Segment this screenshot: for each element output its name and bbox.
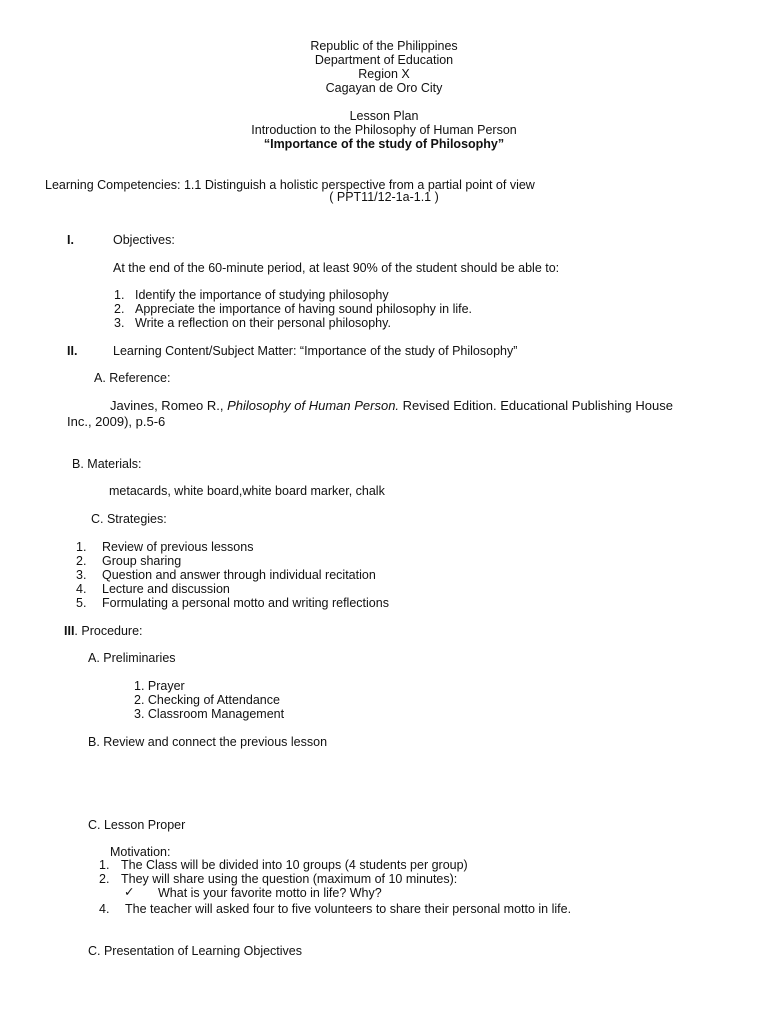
header-lesson-plan: Lesson Plan [349, 109, 419, 123]
section-heading-content: Learning Content/Subject Matter: “Importance of the study of Philosophy” [113, 344, 518, 358]
header-department: Department of Education [314, 53, 454, 67]
motivation-number: 2. [99, 872, 110, 886]
reference-book-title: Philosophy of Human Person. [227, 398, 400, 413]
section-heading-objectives: Objectives: [113, 233, 175, 247]
document-title: “Importance of the study of Philosophy” [263, 137, 505, 151]
section-heading-procedure [64, 624, 143, 638]
header-city: Cagayan de Oro City [325, 81, 443, 95]
procedure-label: . Procedure: [74, 624, 143, 638]
competency-code: ( PPT11/12-1a-1.1 ) [329, 190, 439, 204]
motivation-item: The teacher will asked four to five volunteers to share their personal motto in life. [125, 902, 572, 916]
reference-label: A. Reference: [94, 371, 171, 385]
header-republic: Republic of the Philippines [310, 39, 458, 53]
reference-publisher: Revised Edition. Educational Publishing House [402, 398, 673, 413]
header-course: Introduction to the Philosophy of Human Person [251, 123, 517, 137]
strategy-item: Question and answer through individual recitation [102, 568, 376, 582]
strategy-number: 4. [76, 582, 87, 596]
strategy-item: Lecture and discussion [102, 582, 230, 596]
preliminary-item: 1. Prayer [134, 679, 185, 693]
motivation-item: The Class will be divided into 10 groups (4 students per group) [121, 858, 468, 872]
motivation-item: They will share using the question (maximum of 10 minutes): [121, 872, 458, 886]
checkmark-icon: ✓ [124, 885, 135, 899]
strategy-item: Group sharing [102, 554, 182, 568]
reference-citation-cont: Inc., 2009), p.5-6 [67, 414, 166, 429]
preliminary-item: 2. Checking of Attendance [134, 693, 280, 707]
reference-author: Javines, Romeo R., [110, 398, 224, 413]
strategy-number: 5. [76, 596, 87, 610]
header-region: Region X [358, 67, 410, 81]
strategy-item: Review of previous lessons [102, 540, 254, 554]
preliminary-item: 3. Classroom Management [134, 707, 285, 721]
strategy-number: 3. [76, 568, 87, 582]
presentation-objectives-label: C. Presentation of Learning Objectives [88, 944, 303, 958]
strategy-number: 2. [76, 554, 87, 568]
reference-citation [110, 399, 673, 413]
objective-number: 1. [114, 288, 125, 302]
section-number-1: I. [67, 233, 74, 247]
review-label: B. Review and connect the previous lesson [88, 735, 328, 749]
section-number-3: III [64, 624, 75, 638]
motivation-number: 4. [99, 902, 110, 916]
objective-item: Appreciate the importance of having sound philosophy in life. [135, 302, 473, 316]
objective-item: Write a reflection on their personal philosophy. [135, 316, 391, 330]
motivation-label: Motivation: [110, 845, 171, 859]
preliminaries-label: A. Preliminaries [88, 651, 176, 665]
motivation-number: 1. [99, 858, 110, 872]
learning-competencies: Learning Competencies: 1.1 Distinguish a holistic perspective from a partial point of view [45, 178, 535, 192]
strategies-label: C. Strategies: [91, 512, 167, 526]
objective-item: Identify the importance of studying philosophy [135, 288, 389, 302]
motivation-question: What is your favorite motto in life? Why? [158, 886, 382, 900]
materials-label: B. Materials: [72, 457, 142, 471]
objective-number: 2. [114, 302, 125, 316]
lesson-proper-label: C. Lesson Proper [88, 818, 186, 832]
strategy-item: Formulating a personal motto and writing reflections [102, 596, 389, 610]
objectives-intro: At the end of the 60-minute period, at least 90% of the student should be able to: [113, 261, 560, 275]
objective-number: 3. [114, 316, 125, 330]
strategy-number: 1. [76, 540, 87, 554]
materials-list: metacards, white board,white board marker, chalk [109, 484, 385, 498]
section-number-2: II. [67, 344, 78, 358]
